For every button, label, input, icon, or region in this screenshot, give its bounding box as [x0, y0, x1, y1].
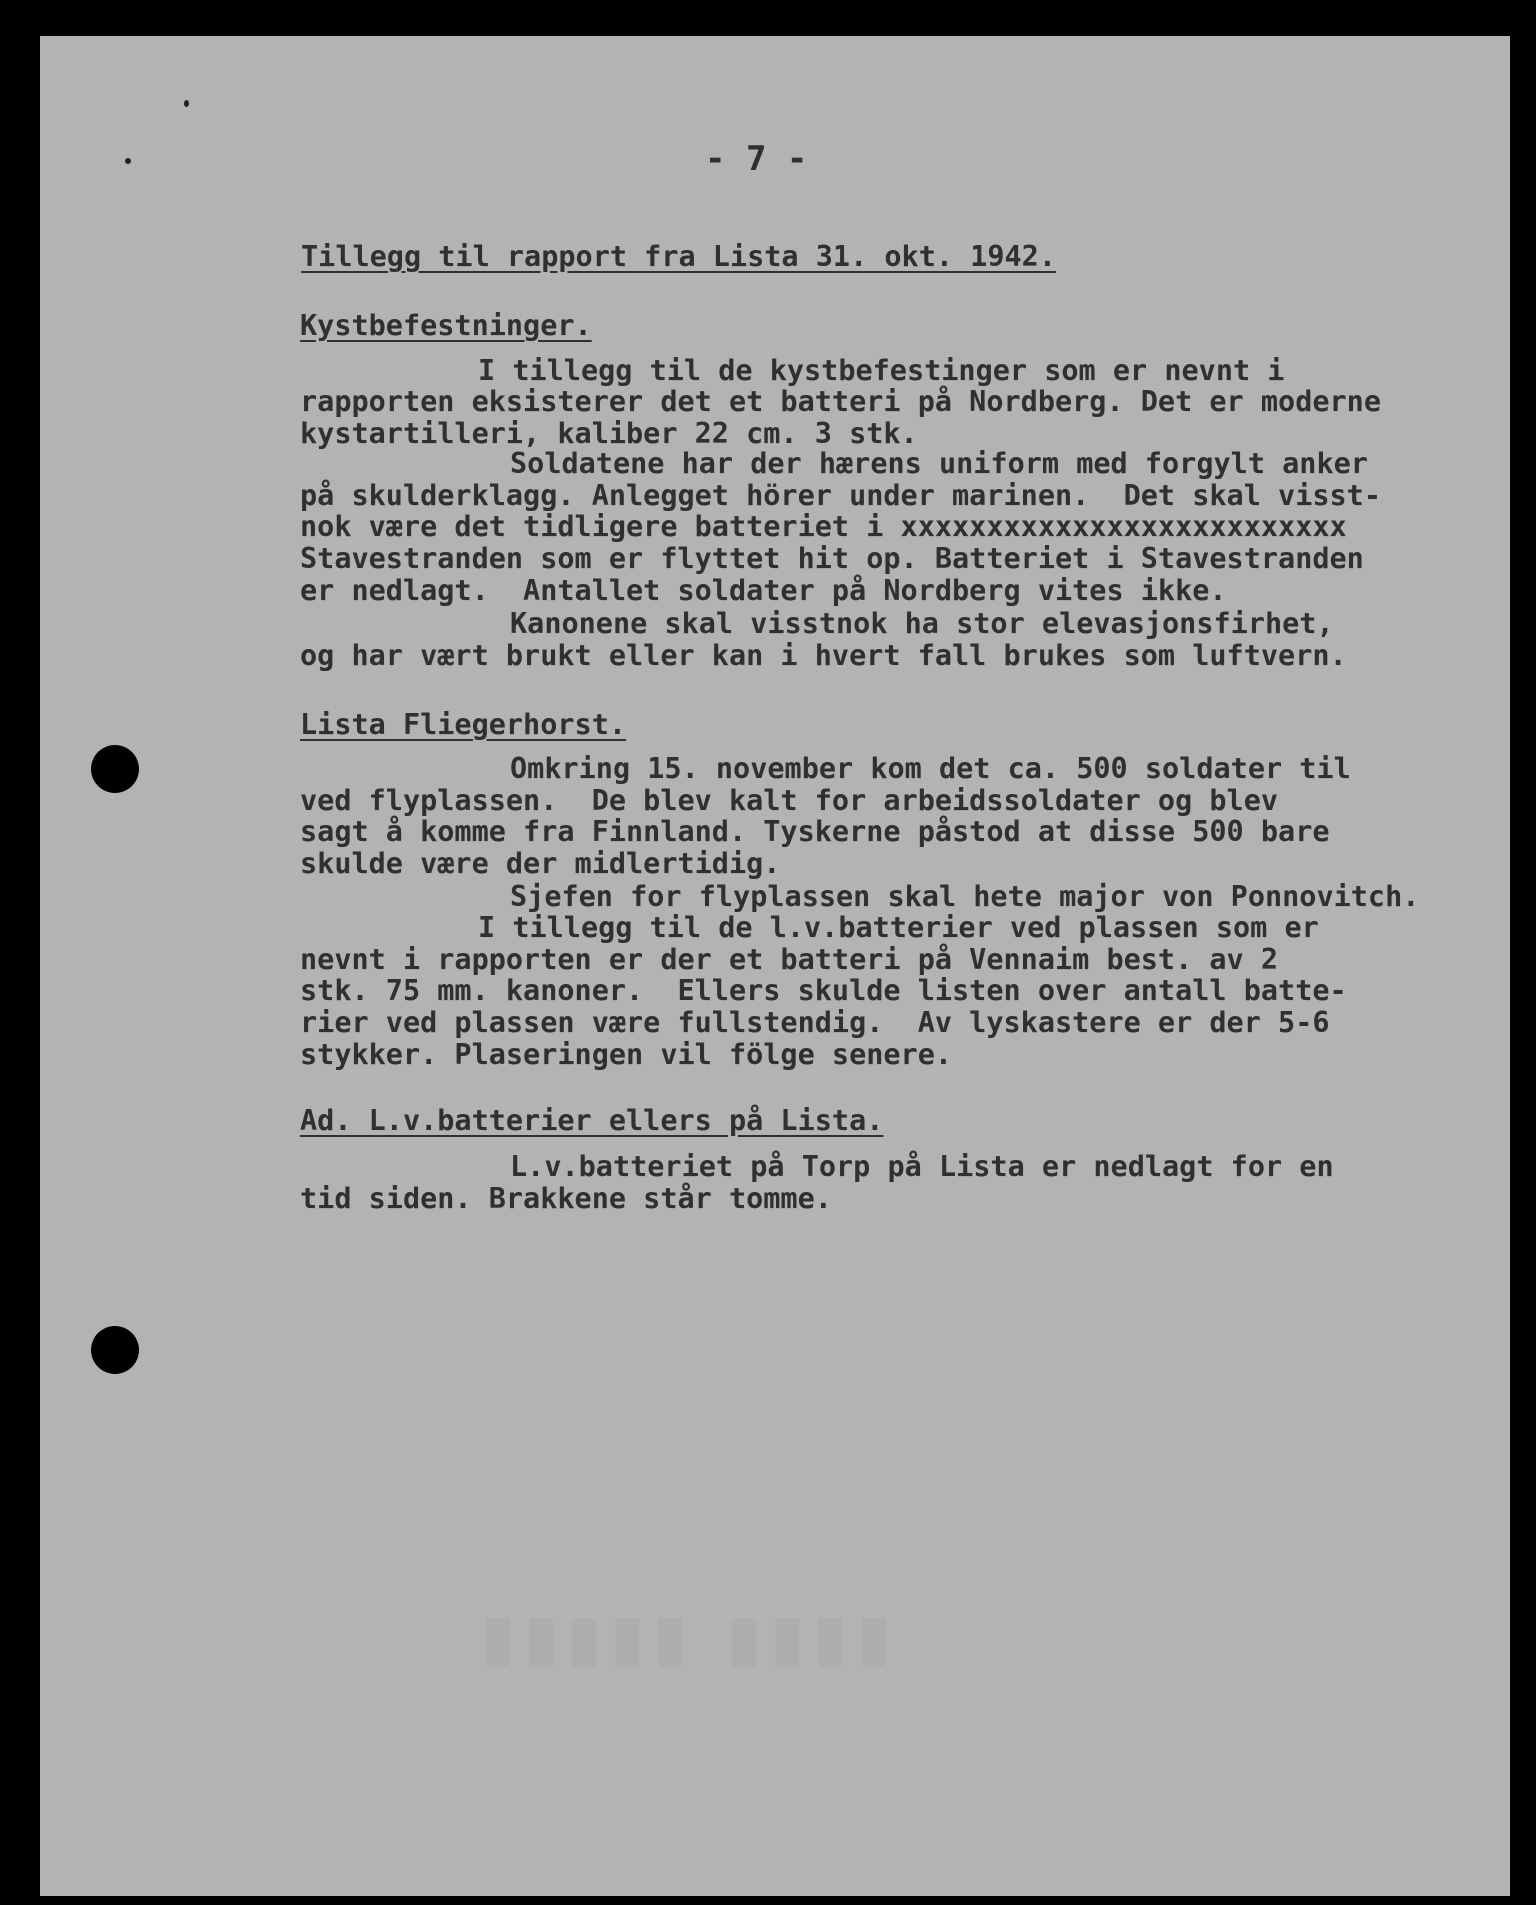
- body-line: Sjefen for flyplassen skal hete major von Ponnovitch.: [510, 880, 1420, 913]
- body-line: Omkring 15. november kom det ca. 500 soldater til: [510, 752, 1351, 785]
- body-line: I tillegg til de kystbefestinger som er nevnt i: [478, 354, 1285, 387]
- body-line: Stavestranden som er flyttet hit op. Batteriet i Stavestranden: [300, 542, 1364, 575]
- body-line: Kanonene skal visstnok ha stor elevasjonsfirhet,: [510, 607, 1334, 640]
- section-title: Ad. L.v.batterier ellers på Lista.: [300, 1104, 884, 1137]
- body-line: I tillegg til de l.v.batterier ved plassen som er: [478, 911, 1319, 944]
- body-line: ved flyplassen. De blev kalt for arbeidssoldater og blev: [300, 784, 1279, 817]
- speck: [125, 158, 131, 164]
- punch-hole-bottom: [91, 1326, 139, 1374]
- body-line: stk. 75 mm. kanoner. Ellers skulde listen over antall batte-: [300, 974, 1347, 1007]
- body-line: rapporten eksisterer det et batteri på Nordberg. Det er moderne: [300, 385, 1381, 418]
- speck: [184, 100, 189, 107]
- body-line: nevnt i rapporten er der et batteri på Vennaim best. av 2: [300, 943, 1279, 976]
- document-heading: Tillegg til rapport fra Lista 31. okt. 1942.: [301, 240, 1056, 273]
- body-line: sagt å komme fra Finnland. Tyskerne påstod at disse 500 bare: [300, 815, 1330, 848]
- body-line: kystartilleri, kaliber 22 cm. 3 stk.: [300, 417, 918, 450]
- body-line: L.v.batteriet på Torp på Lista er nedlagt for en: [510, 1150, 1334, 1183]
- bleed-through-mark: ▮▮▮▮▮ ▮▮▮▮: [480, 1600, 900, 1675]
- body-line: og har vært brukt eller kan i hvert fall brukes som luftvern.: [300, 639, 1347, 672]
- body-line: på skulderklagg. Anlegget hörer under marinen. Det skal visst-: [300, 479, 1381, 512]
- page-number: - 7 -: [705, 139, 808, 179]
- body-line: tid siden. Brakkene står tomme.: [300, 1182, 832, 1215]
- body-line: rier ved plassen være fullstendig. Av lyskastere er der 5-6: [300, 1006, 1330, 1039]
- body-line: skulde være der midlertidig.: [300, 847, 781, 880]
- body-line: nok være det tidligere batteriet i xxxxxxxxxxxxxxxxxxxxxxxxxx: [300, 510, 1347, 543]
- section-title: Kystbefestninger.: [300, 309, 592, 342]
- punch-hole-top: [91, 745, 139, 793]
- body-line: Soldatene har der hærens uniform med forgylt anker: [510, 447, 1368, 480]
- body-line: stykker. Plaseringen vil fölge senere.: [300, 1038, 953, 1071]
- section-title: Lista Fliegerhorst.: [300, 708, 627, 741]
- body-line: er nedlagt. Antallet soldater på Nordberg vites ikke.: [300, 574, 1227, 607]
